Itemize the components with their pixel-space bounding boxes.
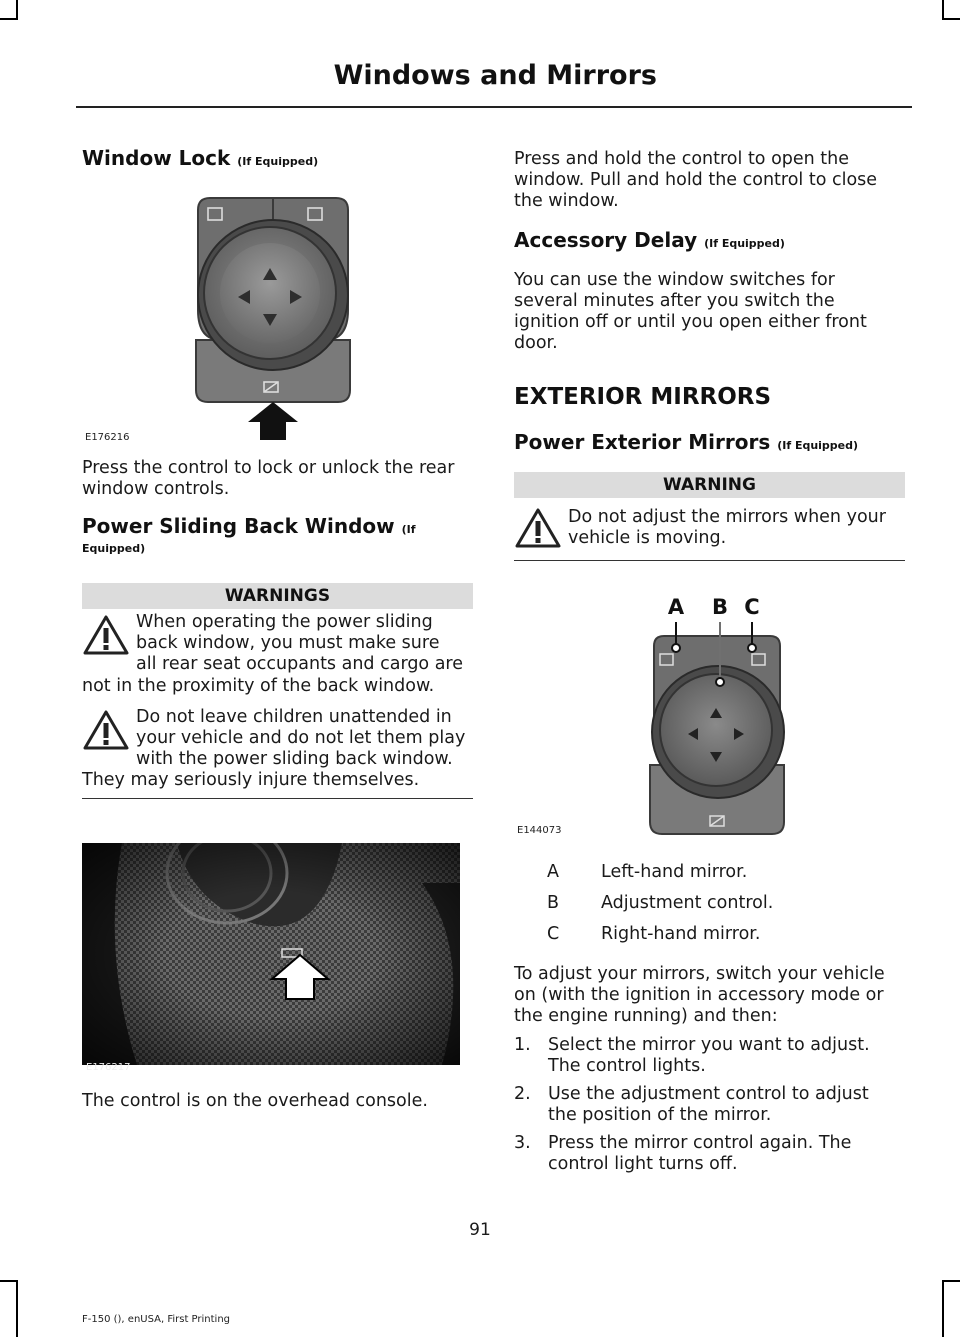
figure-id: E176217	[86, 1062, 131, 1073]
page-number: 91	[469, 1220, 491, 1240]
warning-triangle-icon	[82, 614, 130, 656]
power-mirrors-heading: Power Exterior Mirrors (If Equipped)	[514, 430, 859, 454]
crop-mark	[16, 0, 18, 20]
window-lock-switch-illustration	[190, 190, 356, 442]
sliding-window-heading: Power Sliding Back Window (If	[82, 514, 416, 538]
crop-mark	[942, 1280, 944, 1337]
warning-text: Do not leave children unattended in your vehicle and do not let them play with the power sliding back window.	[136, 707, 466, 769]
page-title: Windows and Mirrors	[333, 60, 657, 91]
sliding-window-body: The control is on the overhead console.	[82, 1091, 428, 1111]
header-divider	[76, 106, 912, 108]
warning-triangle-icon	[514, 507, 562, 549]
accessory-delay-heading: Accessory Delay (If Equipped)	[514, 228, 785, 252]
crop-mark	[942, 1280, 960, 1282]
figure-id: E144073	[517, 825, 562, 836]
warning-text: Do not adjust the mirrors when your vehicle is moving.	[568, 507, 886, 548]
crop-mark	[0, 1280, 18, 1282]
warning-text: When operating the power sliding back window, you must make sure all rear seat occupants and cargo are	[136, 612, 464, 674]
mirror-switch-illustration	[640, 590, 786, 840]
warning-text: They may seriously injure themselves.	[82, 770, 420, 790]
edition-footer: F-150 (), enUSA, First Printing	[82, 1314, 231, 1325]
crop-mark	[942, 0, 944, 20]
warning-triangle-icon	[82, 709, 130, 751]
window-lock-body: Press the control to lock or unlock the rear window controls.	[82, 458, 455, 499]
callout-b: B	[711, 595, 729, 619]
warning-heading: WARNING	[514, 472, 905, 498]
warnings-divider	[82, 798, 473, 799]
overhead-console-photo	[82, 843, 460, 1065]
crop-mark	[16, 1280, 18, 1337]
sliding-window-qualifier: Equipped)	[82, 542, 146, 555]
warning-text: not in the proximity of the back window.	[82, 676, 435, 696]
callout-a: A	[667, 595, 685, 619]
window-lock-heading: Window Lock (If Equipped)	[82, 146, 319, 170]
mirror-instructions: To adjust your mirrors, switch your vehicle on (with the ignition in accessory mode or the engine running) and then:	[514, 964, 885, 1026]
window-operation-body: Press and hold the control to open the window. Pull and hold the control to close the window.	[514, 149, 878, 211]
warnings-heading: WARNINGS	[82, 583, 473, 609]
crop-mark	[0, 18, 18, 20]
warning-divider	[514, 560, 905, 561]
figure-id: E176216	[85, 432, 130, 443]
callout-c: C	[744, 595, 760, 619]
accessory-delay-body: You can use the window switches for several minutes after you switch the ignition off or until you open either front door.	[514, 270, 867, 353]
crop-mark	[942, 18, 960, 20]
exterior-mirrors-heading: EXTERIOR MIRRORS	[514, 384, 772, 410]
